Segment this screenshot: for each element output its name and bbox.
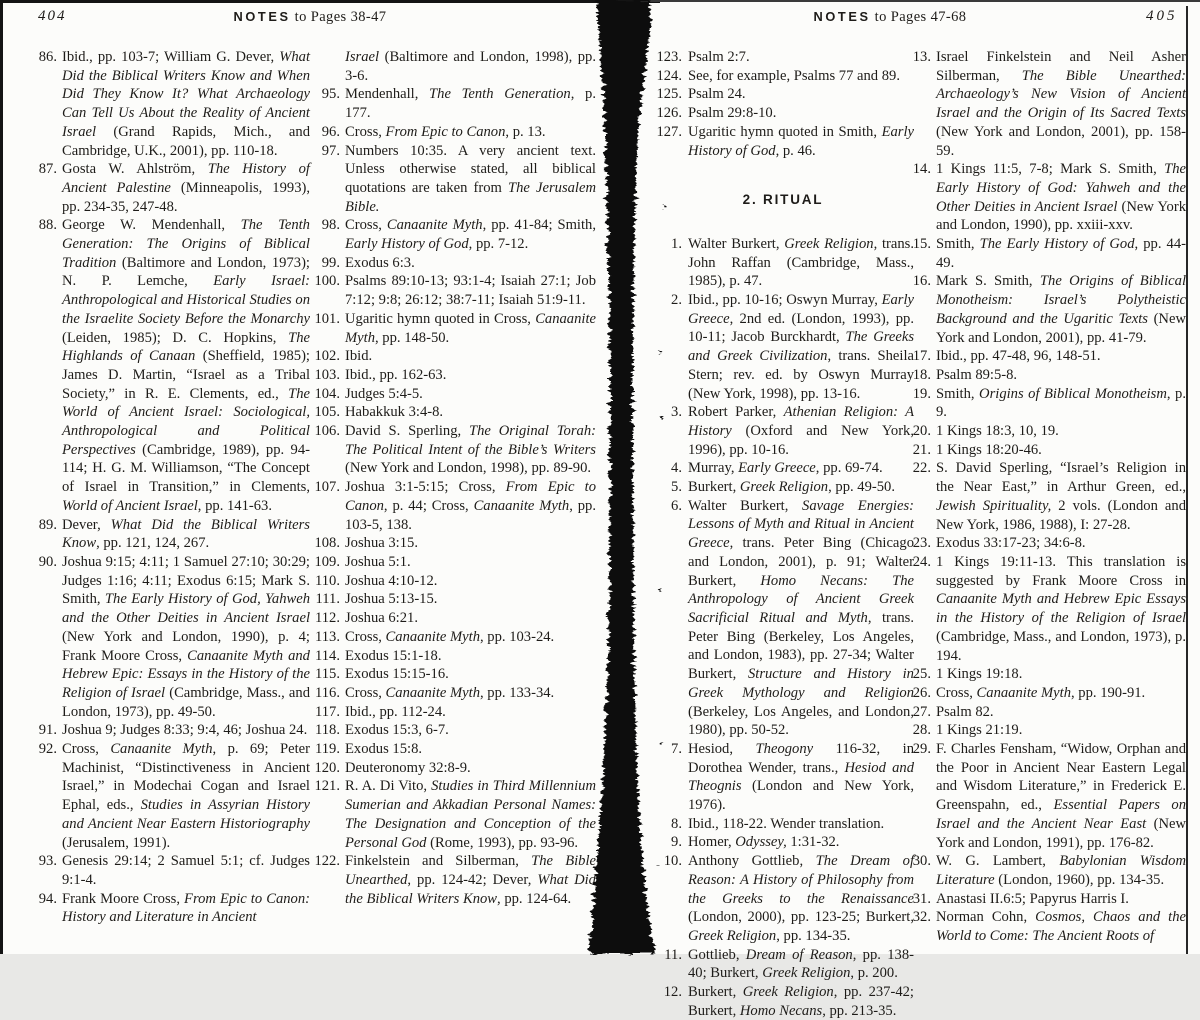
note-text: Deuteronomy 32:8-9. [345,759,471,776]
note-number: 122. [314,853,340,870]
note-text: Exodus 15:8. [345,741,423,758]
note-text: Anthony Gottlieb, The Dream of Reason: A History of Philosophy from the Greeks to the Renaissance (London, 2000), pp. 123-25; Burkert, Greek Religion, pp. 134-35. [688,853,915,944]
note-item [312,478,596,534]
note-number: 91. [38,722,57,739]
note-item [652,497,914,740]
note-item [908,160,1186,235]
note-item [652,946,914,983]
note-item [908,347,1186,366]
note-item [652,815,914,834]
note-number: 24. [912,553,931,570]
note-item [312,647,596,666]
note-text: Joshua 3:1-5:15; Cross, From Epic to Canon, p. 44; Cross, Canaanite Myth, pp. 103-5, 138. [345,479,597,533]
note-item [312,366,596,385]
note-number: 11. [664,946,682,963]
note-item [312,572,596,591]
running-head-rest: to Pages 38-47 [294,9,387,25]
note-text: Ugaritic hymn quoted in Cross, Canaanite Myth, pp. 148-50. [345,310,596,346]
notes-group-1-12 [652,235,914,1020]
note-text: Joshua 9; Judges 8:33; 9:4, 46; Joshua 24. [62,722,308,739]
note-item [908,441,1186,460]
note-number: 2. [671,292,682,309]
note-item [312,703,596,722]
note-item [312,777,596,852]
note-number: 4. [671,460,682,477]
note-text: Cross, Canaanite Myth, pp. 190-91. [936,684,1146,701]
note-item [38,890,310,927]
note-item [652,85,914,104]
note-text: Homer, Odyssey, 1:31-32. [688,834,840,851]
note-number: 9. [671,834,682,851]
note-number: 15. [912,236,931,253]
note-number: 29. [912,741,931,758]
note-number: 107. [314,479,340,496]
note-item [312,403,596,422]
note-item [908,740,1186,852]
note-number: 118. [315,722,340,739]
note-number: 101. [314,310,340,327]
note-item [312,684,596,703]
note-item [652,740,914,815]
note-text: Habakkuk 3:4-8. [345,404,444,421]
note-text: F. Charles Fensham, “Widow, Orphan and the Poor in Ancient Near Eastern Legal and Wisdom Literature,” in Frederick E. Greenspahn, ed., Essential Papers on Israel and the Ancient Near East (New York and London, 1991), pp. 176-82. [936,741,1186,851]
note-text: S. David Sperling, “Israel’s Religion in the Near East,” in Arthur Green, ed., Jewish Spirituality, 2 vols. (London and New York, 1986, 1988), I: 27-28. [936,460,1186,533]
note-item [312,628,596,647]
note-number: 14. [912,161,931,178]
note-number: 123. [656,49,682,65]
note-text: 1 Kings 21:19. [936,722,1023,739]
note-item [908,684,1186,703]
note-item [908,235,1186,272]
note-text: Psalm 2:7. [688,49,750,65]
note-number: 108. [314,535,340,552]
note-text: Psalm 89:5-8. [936,366,1018,383]
note-item [908,385,1186,422]
note-number: 124. [656,67,682,84]
note-text: R. A. Di Vito, Studies in Third Millennium Sumerian and Akkadian Personal Names: The Designation and Conception of the Personal God (Rome, 1993), pp. 93-96. [345,778,596,851]
note-text: Norman Cohn, Cosmos, Chaos and the World to Come: The Ancient Roots of [936,909,1186,945]
note-item [652,123,914,160]
note-text: Walter Burkert, Greek Religion, trans. John Raffan (Cambridge, Mass., 1985), p. 47. [688,235,914,290]
notes-column-right-1 [652,48,914,1020]
note-text: Frank Moore Cross, From Epic to Canon: History and Literature in Ancient [62,890,310,926]
note-item [652,235,914,291]
note-item [312,48,596,85]
note-text: Ugaritic hymn quoted in Smith, Early History of God, p. 46. [688,123,914,159]
note-text: Joshua 4:10-12. [345,572,438,589]
note-item [312,721,596,740]
note-item [652,48,914,67]
note-item [652,983,914,1020]
running-head-word: NOTES [233,9,291,24]
note-number: 93. [38,853,57,870]
note-text: Psalms 89:10-13; 93:1-4; Isaiah 27:1; Job 7:12; 9:8; 26:12; 38:7-11; Isaiah 51:9-11. [345,273,596,309]
scan-edge-left [0,0,3,954]
note-text: Smith, The Early History of God, pp. 44-49. [936,236,1186,271]
note-text: Ibid., pp. 47-48, 96, 148-51. [936,348,1101,365]
note-item [908,366,1186,385]
note-text: Mark S. Smith, The Origins of Biblical Monotheism: Israel’s Polytheistic Background and the Ugaritic Texts (New York and London, 2001), pp. 41-79. [936,273,1186,346]
note-item [312,123,596,142]
notes-column-right-2 [908,48,1186,946]
note-text: Cross, From Epic to Canon, p. 13. [345,123,546,140]
note-text: Exodus 15:1-18. [345,647,442,664]
note-number: 110. [315,572,340,589]
note-number: 13. [912,49,931,65]
note-item [908,553,1186,665]
note-text: Joshua 3:15. [345,535,418,552]
note-text: Numbers 10:35. A very ancient text. Unless otherwise stated, all biblical quotations are taken from The Jerusalem Bible. [345,142,596,215]
section-heading-ritual: 2. RITUAL [742,192,824,208]
note-number: 127. [656,123,682,140]
note-text: Exodus 6:3. [345,254,415,271]
note-number: 32. [912,909,931,926]
note-number: 102. [314,348,340,365]
note-text: Hesiod, Theogony 116-32, in Dorothea Wender, trans., Hesiod and Theognis (London and New York, 1976). [688,740,914,814]
note-item [652,478,914,497]
note-item [312,347,596,366]
note-item [908,908,1186,945]
note-item [652,833,914,852]
note-number: 3. [671,404,682,421]
scan-edge-top-right [640,0,1200,2]
note-item [312,534,596,553]
note-text: Robert Parker, Athenian Religion: A History (Oxford and New York, 1996), pp. 10-16. [688,404,914,458]
note-text: Ibid., pp. 103-7; William G. Dever, What Did the Biblical Writers Know and When Did They Know It? What Archaeology Can Tell Us About the Reality of Ancient Israel (Grand Rapids, Mich., and Cambridge, U.K., 2001), pp. 110-18. [62,49,310,159]
note-text: Burkert, Greek Religion, pp. 49-50. [688,479,895,496]
note-number: 96. [321,123,340,140]
running-head-word: NOTES [813,9,871,24]
page-number-left: 404 [38,8,67,24]
note-number: 26. [912,684,931,701]
note-item [38,553,310,721]
note-text: 1 Kings 18:20-46. [936,441,1042,458]
note-number: 8. [671,815,682,832]
note-text: W. G. Lambert, Babylonian Wisdom Literature (London, 1960), pp. 134-35. [936,853,1187,888]
note-item [312,310,596,347]
note-text: Ibid., pp. 162-63. [345,366,447,383]
note-number: 86. [38,49,57,65]
note-number: 103. [314,366,340,383]
note-number: 16. [912,273,931,290]
note-text: Anastasi II.6:5; Papyrus Harris I. [936,890,1129,907]
note-item [652,291,914,403]
note-text: Cross, Canaanite Myth, pp. 103-24. [345,628,555,645]
note-number: 30. [912,853,931,870]
note-text: Gosta W. Ahlström, The History of Ancient Palestine (Minneapolis, 1993), pp. 234-35, 247-48. [62,161,311,215]
note-item [312,85,596,122]
note-item [908,272,1186,347]
note-number: 106. [314,423,340,440]
note-number: 7. [671,740,682,757]
note-number: 117. [315,703,340,720]
note-item [312,759,596,778]
note-number: 119. [315,741,340,758]
note-text: Psalm 24. [688,86,746,103]
note-item [38,48,310,160]
note-text: Ibid., pp. 112-24. [345,703,446,720]
note-text: Israel (Baltimore and London, 1998), pp. 3-6. [345,49,596,84]
note-text: Joshua 6:21. [345,610,418,627]
note-item [312,272,596,309]
note-number: 126. [656,105,682,122]
note-number: 10. [663,853,682,870]
note-number: 23. [912,535,931,552]
note-item [312,385,596,404]
note-item [652,852,914,946]
note-text: Exodus 33:17-23; 34:6-8. [936,535,1086,552]
notes-column-left-2 [312,48,596,908]
note-text: 1 Kings 19:18. [936,666,1023,683]
note-text: Gottlieb, Dream of Reason, pp. 138-40; Burkert, Greek Religion, p. 200. [688,946,914,982]
note-number: 95. [321,86,340,103]
note-number: 113. [315,628,340,645]
note-item [312,590,596,609]
note-number: 27. [912,703,931,720]
note-number: 120. [314,759,340,776]
notes-group-123-127 [652,48,914,160]
note-item [312,254,596,273]
note-item [312,740,596,759]
note-text: Ibid. [345,348,373,365]
note-number: 105. [314,404,340,421]
note-item [908,890,1186,909]
note-number: 28. [912,722,931,739]
note-text: Genesis 29:14; 2 Samuel 5:1; cf. Judges 9:1-4. [62,853,310,888]
note-text: David S. Sperling, The Original Torah: The Political Intent of the Bible’s Writers (New York and London, 1998), pp. 89-90. [345,423,596,477]
note-item [312,665,596,684]
note-item [908,665,1186,684]
note-number: 111. [315,591,340,608]
note-number: 90. [38,553,57,570]
note-number: 5. [671,479,682,496]
note-item [312,422,596,478]
page-number-right: 405 [1146,8,1178,24]
note-text: Murray, Early Greece, pp. 69-74. [688,460,883,477]
note-number: 88. [38,217,57,234]
note-text: 1 Kings 19:11-13. This translation is suggested by Frank Moore Cross in Canaanite Myth and Hebrew Epic Essays in the History of the Religion of Israel (Cambridge, Mass., and London, 1973), p. 194. [936,553,1186,664]
note-text: Smith, Origins of Biblical Monotheism, p. 9. [936,385,1186,421]
note-item [38,740,310,852]
note-number: 99. [321,254,340,271]
note-text: Ibid., pp. 10-16; Oswyn Murray, Early Greece, 2nd ed. (London, 1993), pp. 10-11; Jacob Burckhardt, The Greeks and Greek Civilization, trans. Sheila Stern; rev. ed. by Oswyn Murray (New York, 1998), pp. 13-16. [688,292,914,402]
note-item [38,160,310,216]
note-item [38,516,310,553]
note-item [908,48,1186,160]
note-text: 1 Kings 18:3, 10, 19. [936,423,1059,440]
scan-edge-right [1186,6,1188,954]
note-number: 112. [315,610,340,627]
note-text: 1 Kings 11:5, 7-8; Mark S. Smith, The Early History of God: Yahweh and the Other Deities in Ancient Israel (New York and London, 1990), pp. xxiii-xxv. [936,161,1187,234]
note-text: Exodus 15:15-16. [345,666,449,683]
note-text: Burkert, Greek Religion, pp. 237-42; Burkert, Homo Necans, pp. 213-35. [688,984,914,1019]
note-item [312,142,596,217]
binding-gutter-shadow [563,0,675,954]
note-item [312,553,596,572]
note-item [652,104,914,123]
note-number: 12. [663,984,682,1001]
note-number: 116. [315,684,340,701]
note-item [38,852,310,889]
running-head-left [60,9,560,26]
note-number: 89. [38,516,57,533]
note-number: 109. [314,553,340,570]
note-number: 21. [912,441,931,458]
scan-edge-top [0,0,660,3]
note-number: 1. [671,235,682,252]
note-number: 98. [321,217,340,234]
note-item [312,609,596,628]
note-number: 25. [912,666,931,683]
running-head-rest: to Pages 47-68 [874,9,967,25]
note-number: 18. [912,366,931,383]
note-number: 92. [38,741,57,758]
note-item [908,534,1186,553]
note-number: 31. [912,890,931,907]
note-item [652,67,914,86]
running-head-right [660,9,1120,26]
note-item [908,422,1186,441]
note-number: 87. [38,161,57,178]
note-number: 20. [912,423,931,440]
note-number: 19. [912,385,931,402]
note-text: Ibid., 118-22. Wender translation. [688,815,885,832]
note-text: Cross, Canaanite Myth, p. 69; Peter Machinist, “Distinctiveness in Ancient Israel,” in Modechai Cogan and Israel Ephal, eds., Studies in Assyrian History and Ancient Near Eastern Historiography (Jerusalem, 1991). [62,741,310,851]
note-text: Judges 5:4-5. [345,385,423,402]
note-text: Joshua 5:13-15. [345,591,438,608]
note-number: 104. [314,385,340,402]
note-number: 121. [314,778,340,795]
note-number: 22. [912,460,931,477]
note-number: 97. [321,142,340,159]
note-item [908,852,1186,889]
note-text: Cross, Canaanite Myth, pp. 133-34. [345,684,555,701]
note-text: Dever, What Did the Biblical Writers Know, pp. 121, 124, 267. [62,516,310,552]
note-item [38,216,310,515]
note-number: 115. [315,666,340,683]
note-item [652,459,914,478]
note-text: Finkelstein and Silberman, The Bible Unearthed, pp. 124-42; Dever, What Did the Biblical Writers Know, pp. 124-64. [345,853,596,907]
note-text: Psalm 29:8-10. [688,105,777,122]
note-text: Psalm 82. [936,703,994,720]
note-item [908,459,1186,534]
note-number: 114. [315,647,340,664]
note-text: Israel Finkelstein and Neil Asher Silberman, The Bible Unearthed: Archaeology’s New Vision of Ancient Israel and the Origin of Its Sacred Texts (New York and London, 2001), pp. 158-59. [936,49,1186,159]
note-number: 6. [671,497,682,514]
note-number: 94. [38,890,57,907]
note-item [38,721,310,740]
note-item [908,703,1186,722]
note-text: Walter Burkert, Savage Energies: Lessons of Myth and Ritual in Ancient Greece, trans. Peter Bing (Chicago and London, 2001), p. 91; Walter Burkert, Homo Necans: The Anthropology of Ancient Greek Sacrificial Ritual and Myth, trans. Peter Bing (Berkeley, Los Angeles, and London, 1983), pp. 27-34; Walter Burkert, Structure and History in Greek Mythology and Religion (Berkeley, Los Angeles, and London, 1980), pp. 50-52. [688,497,914,739]
note-item [312,852,596,908]
note-number: 125. [656,86,682,103]
note-number: 100. [314,273,340,290]
note-text: George W. Mendenhall, The Tenth Generation: The Origins of Biblical Tradition (Baltimore and London, 1973); N. P. Lemche, Early Israel: Anthropological and Historical Studies on the Israelite Society Before the Monarchy (Leiden, 1985); D. C. Hopkins, The Highlands of Canaan (Sheffield, 1985); James D. Martin, “Israel as a Tribal Society,” in R. E. Clements, ed., The World of Ancient Israel: Sociological, Anthropological and Political Perspectives (Cambridge, 1989), pp. 94-114; H. G. M. Williamson, “The Concept of Israel in Transition,” in Clements, World of Ancient Israel, pp. 141-63. [62,217,310,514]
note-item [652,403,914,459]
note-text: Exodus 15:3, 6-7. [345,722,449,739]
note-text: Joshua 5:1. [345,553,411,570]
note-item [908,721,1186,740]
notes-column-left-1 [38,48,310,927]
note-text: Cross, Canaanite Myth, pp. 41-84; Smith, Early History of God, pp. 7-12. [345,217,596,253]
note-text: See, for example, Psalms 77 and 89. [688,67,900,84]
note-item [312,216,596,253]
note-number: 17. [912,348,931,365]
note-text: Joshua 9:15; 4:11; 1 Samuel 27:10; 30:29; Judges 1:16; 4:11; Exodus 6:15; Mark S. Smith, The Early History of God, Yahweh and the Other Deities in Ancient Israel (New York and London, 1990), p. 4; Frank Moore Cross, Canaanite Myth and Hebrew Epic: Essays in the History of the Religion of Israel (Cambridge, Mass., and London, 1973), pp. 49-50. [62,553,310,720]
note-text: Mendenhall, The Tenth Generation, p. 177. [345,86,596,122]
